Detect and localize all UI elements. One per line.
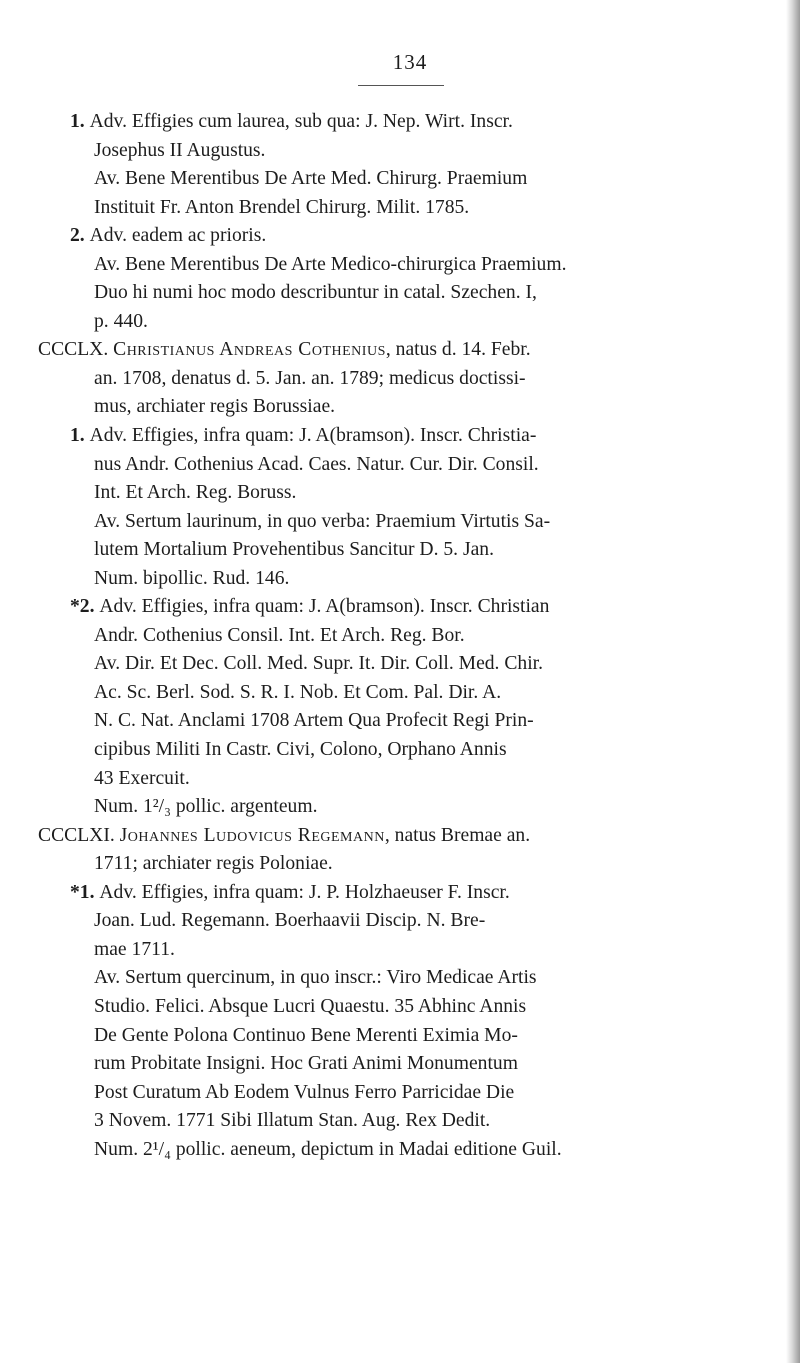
text-line: Post Curatum Ab Eodem Vulnus Ferro Parricidae Die xyxy=(94,1081,515,1103)
person-name: Johannes Ludovicus Regemann xyxy=(119,824,385,846)
text-line: Josephus II Augustus. xyxy=(94,139,266,161)
line-text: Adv. Effigies, infra quam: J. A(bramson). Inscr. Christia- xyxy=(89,425,537,447)
text-line: Av. Dir. Et Dec. Coll. Med. Supr. It. Dir. Coll. Med. Chir. xyxy=(94,653,544,675)
text-line: Int. Et Arch. Reg. Boruss. xyxy=(94,482,297,504)
line-text: , natus d. 14. Febr. xyxy=(385,339,531,361)
text-line: p. 440. xyxy=(94,310,148,332)
page-number-rule xyxy=(358,85,444,86)
text-line xyxy=(38,222,778,251)
text-line: Studio. Felici. Absque Lucri Quaestu. 35 Abhinc Annis xyxy=(94,995,527,1017)
text-line: cipibus Militi In Castr. Civi, Colono, Orphano Annis xyxy=(94,739,507,761)
text-line: Duo hi numi hoc modo describuntur in catal. Szechen. I, xyxy=(94,282,537,304)
entry-number: *1. xyxy=(70,881,100,903)
text-line: 3 Novem. 1771 Sibi Illatum Stan. Aug. Rex Dedit. xyxy=(94,1110,491,1132)
text-line: lutem Mortalium Provehentibus Sancitur D. 5. Jan. xyxy=(94,539,494,561)
text-line: Av. Bene Merentibus De Arte Med. Chirurg. Praemium xyxy=(94,168,528,190)
catalog-text xyxy=(38,108,778,1164)
text-line: N. C. Nat. Anclami 1708 Artem Qua Profecit Regi Prin- xyxy=(94,710,534,732)
section-number: CCCLX. xyxy=(38,339,114,361)
text-line: Joan. Lud. Regemann. Boerhaavii Discip. N. Bre- xyxy=(94,910,486,932)
text-line xyxy=(38,336,778,365)
section-number: CCCLXI. xyxy=(38,824,120,846)
text-line xyxy=(38,108,778,137)
person-name: Christianus Andreas Cothenius xyxy=(113,339,386,361)
text-line xyxy=(38,822,778,851)
page-number: 134 xyxy=(392,50,428,74)
text-line: Num. 2¹/₄ pollic. aeneum, depictum in Madai editione Guil. xyxy=(94,1138,562,1160)
text-line: rum Probitate Insigni. Hoc Grati Animi Monumentum xyxy=(94,1053,518,1075)
page-edge-shadow xyxy=(786,0,800,1363)
text-line: Num. bipollic. Rud. 146. xyxy=(94,567,290,589)
text-line xyxy=(38,879,778,908)
text-line: Av. Sertum laurinum, in quo verba: Praemium Virtutis Sa- xyxy=(94,510,551,532)
text-line: 1711; archiater regis Poloniae. xyxy=(94,853,333,875)
line-text: Adv. Effigies cum laurea, sub qua: J. Nep. Wirt. Inscr. xyxy=(89,111,513,132)
text-line: Av. Bene Merentibus De Arte Medico-chirurgica Praemium. xyxy=(94,253,567,275)
entry-number: 1. xyxy=(70,111,90,132)
text-line: Av. Sertum quercinum, in quo inscr.: Viro Medicae Artis xyxy=(94,967,537,989)
entry-number: *2. xyxy=(70,596,100,618)
text-line: Ac. Sc. Berl. Sod. S. R. I. Nob. Et Com. Pal. Dir. A. xyxy=(94,681,502,703)
line-text: Adv. eadem ac prioris. xyxy=(89,225,267,247)
entry-number: 1. xyxy=(70,425,90,447)
text-line: mae 1711. xyxy=(94,938,175,960)
text-line: mus, archiater regis Borussiae. xyxy=(94,396,336,418)
text-line: De Gente Polona Continuo Bene Merenti Eximia Mo- xyxy=(94,1024,518,1046)
line-text: Adv. Effigies, infra quam: J. A(bramson). Inscr. Christian xyxy=(99,596,550,618)
text-line: an. 1708, denatus d. 5. Jan. an. 1789; medicus doctissi- xyxy=(94,367,526,389)
text-line: Instituit Fr. Anton Brendel Chirurg. Milit. 1785. xyxy=(94,196,470,218)
text-line: 43 Exercuit. xyxy=(94,767,190,789)
text-line: nus Andr. Cothenius Acad. Caes. Natur. Cur. Dir. Consil. xyxy=(94,453,539,475)
entry-number: 2. xyxy=(70,225,90,247)
line-text: Adv. Effigies, infra quam: J. P. Holzhaeuser F. Inscr. xyxy=(99,881,510,903)
text-line: Num. 1²/₃ pollic. argenteum. xyxy=(94,796,318,818)
text-line xyxy=(38,422,778,451)
line-text: , natus Bremae an. xyxy=(384,824,531,846)
text-line: Andr. Cothenius Consil. Int. Et Arch. Reg. Bor. xyxy=(94,624,465,646)
text-line xyxy=(38,593,778,622)
